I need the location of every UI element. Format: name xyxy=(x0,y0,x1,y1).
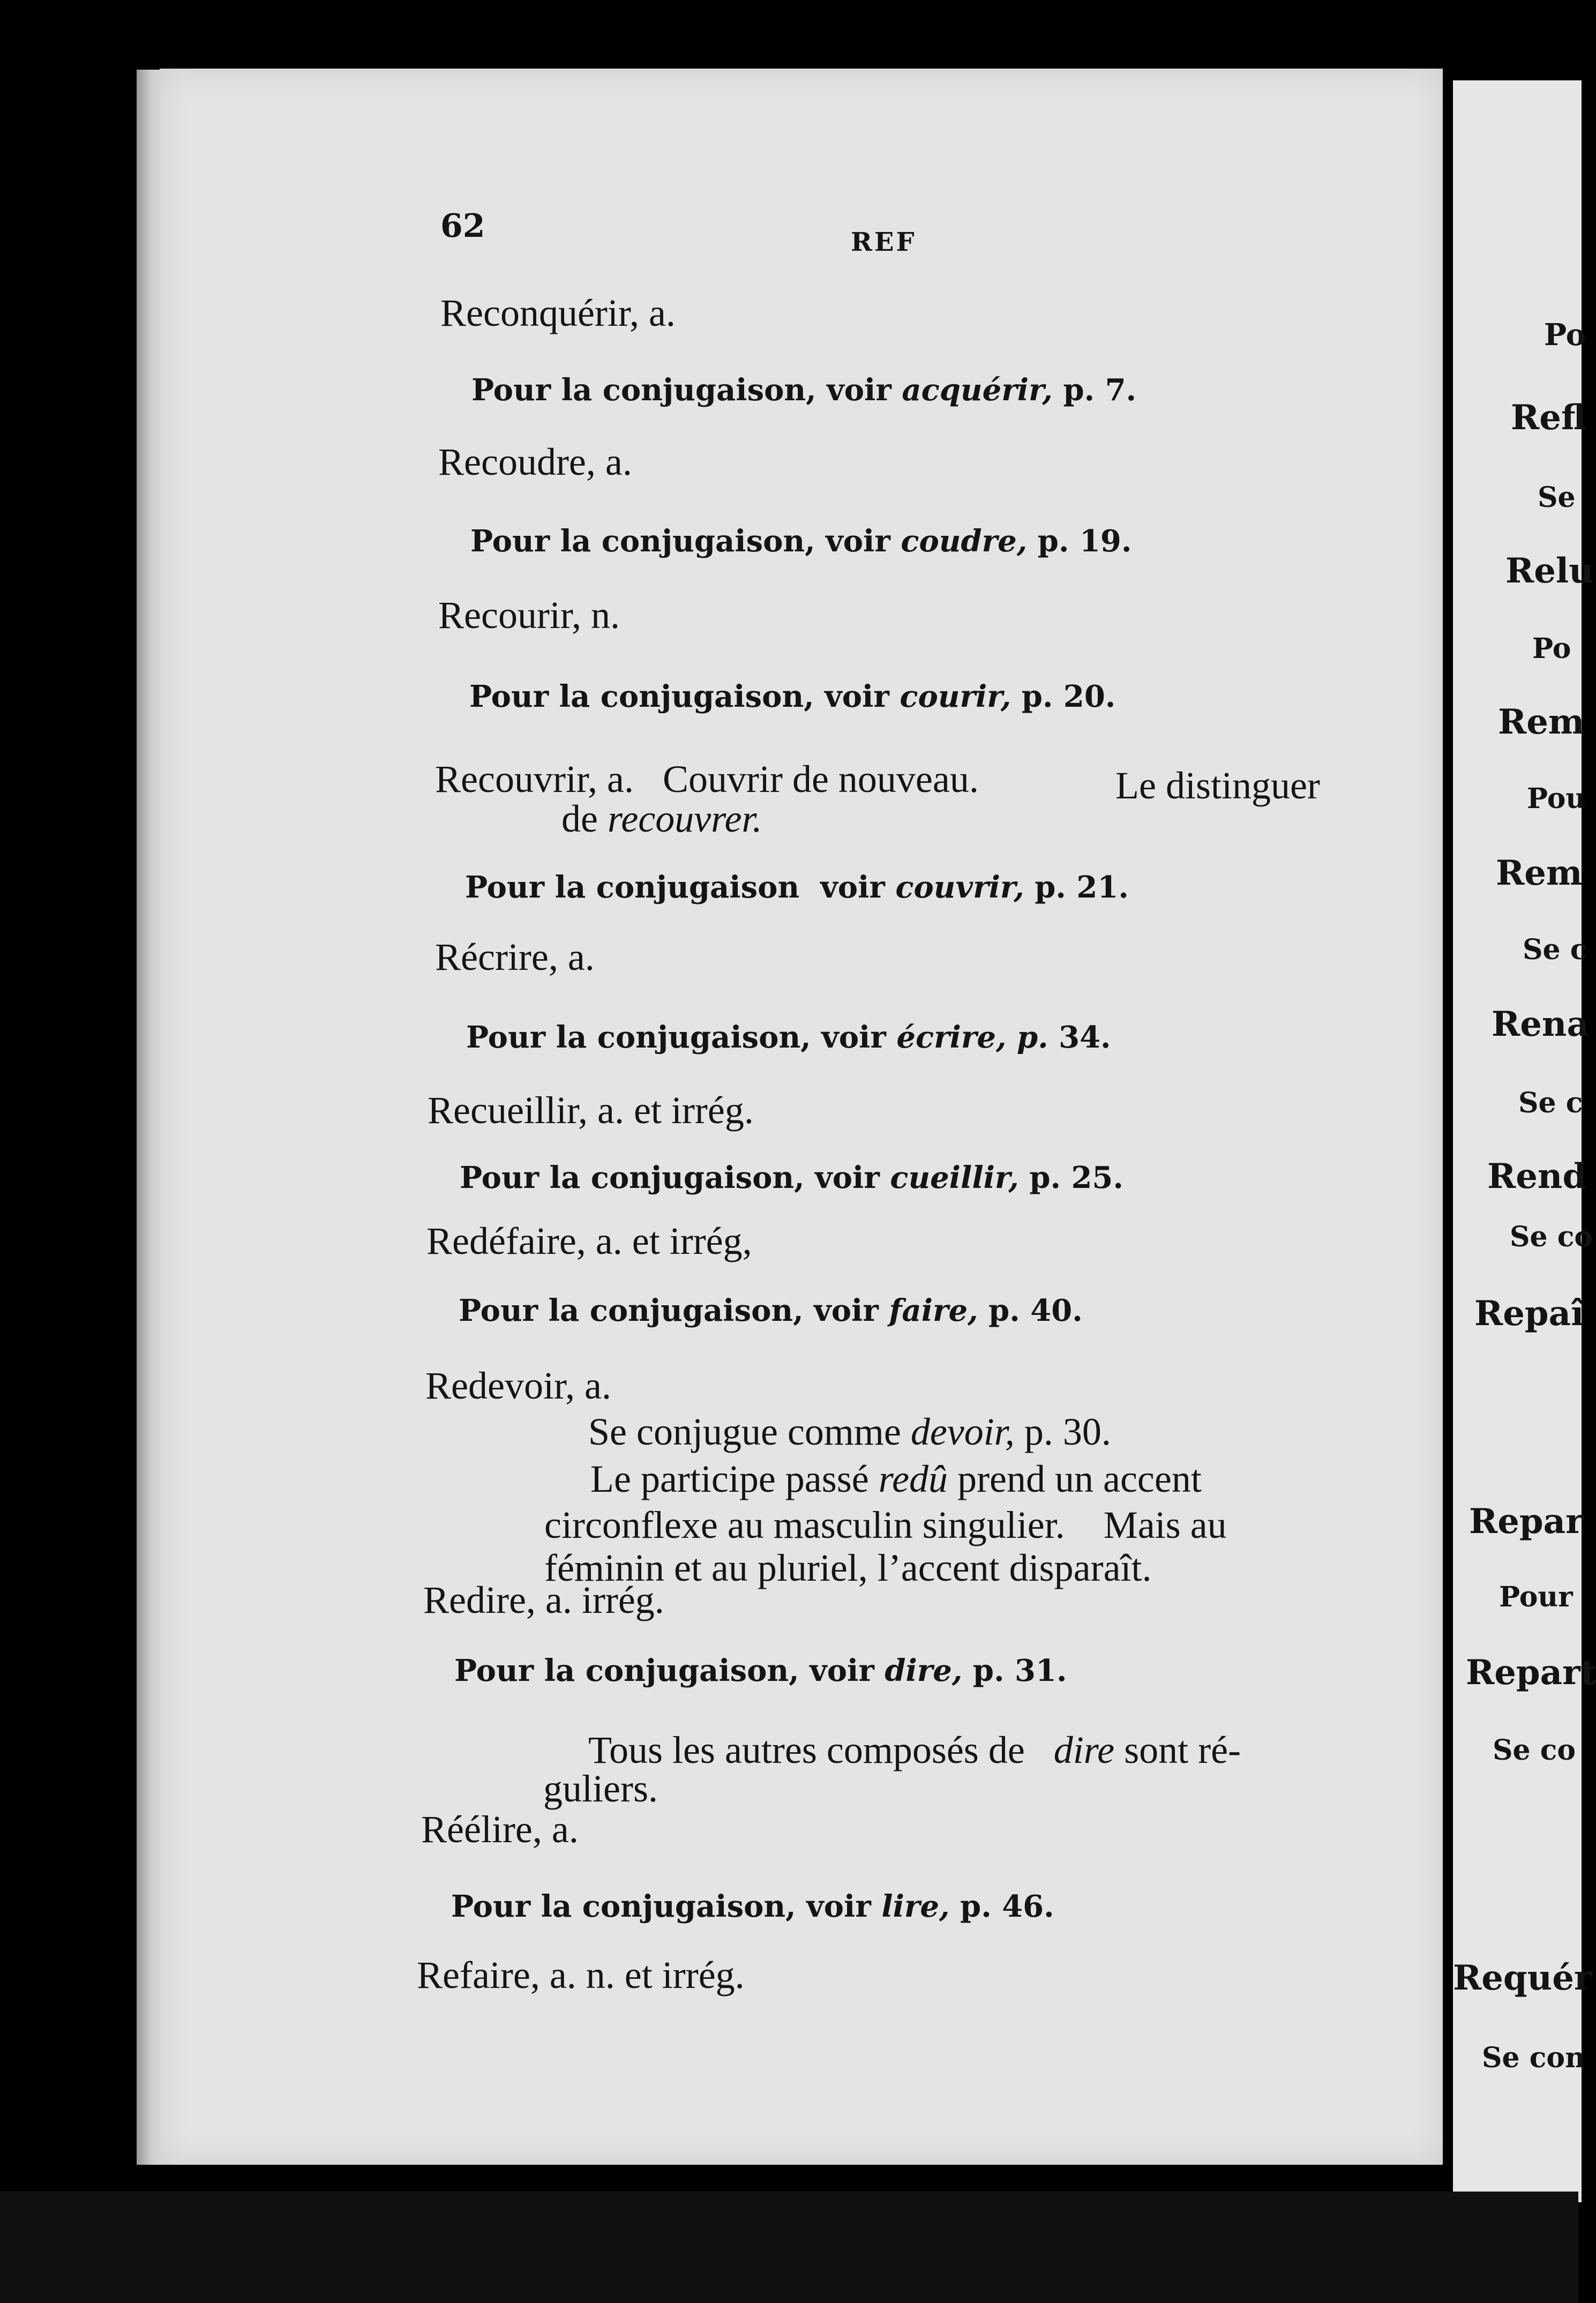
entry-definition: de recouvrer. xyxy=(561,797,762,840)
entry-headword: Redéfaire, a. et irrég, xyxy=(426,1220,752,1262)
entry-note: Pour la conjugaison, voir courir, p. 20. xyxy=(469,679,1116,714)
entry-note: Pour la conjugaison, voir lire, p. 46. xyxy=(451,1889,1054,1924)
entry-headword: Récrire, a. xyxy=(435,936,595,978)
entry-headword: Reconquérir, a. xyxy=(440,291,676,334)
entry-text: Tous les autres composés de dire sont ré- xyxy=(588,1729,1241,1771)
adjacent-fragment: Se c xyxy=(1518,1087,1583,1119)
adjacent-fragment: Repart xyxy=(1466,1653,1596,1693)
adjacent-page xyxy=(1453,80,1596,2202)
entry-note: Pour la conjugaison, voir faire, p. 40. xyxy=(459,1293,1083,1328)
entry-text: guliers. xyxy=(543,1767,658,1810)
entry-text: Le participe passé redû prend un accent xyxy=(590,1457,1202,1500)
adjacent-fragment: Po xyxy=(1532,632,1571,665)
adjacent-fragment: Po xyxy=(1544,317,1586,353)
adjacent-fragment: Repaî xyxy=(1474,1293,1584,1334)
adjacent-fragment: Pour xyxy=(1499,1581,1573,1613)
adjacent-fragment: Pou xyxy=(1527,782,1586,815)
entry-headword: Redire, a. irrég. xyxy=(423,1579,664,1621)
entry-text: circonflexe au masculin singulier. Mais au xyxy=(544,1504,1227,1546)
entry-headword: Redevoir, a. xyxy=(425,1364,611,1407)
entry-note: Pour la conjugaison voir couvrir, p. 21. xyxy=(465,870,1129,905)
adjacent-fragment: Requér xyxy=(1453,1958,1592,1998)
entry-text: Se conjugue comme devoir, p. 30. xyxy=(588,1410,1111,1453)
adjacent-fragment: Se con xyxy=(1482,2042,1585,2074)
adjacent-fragment: Relu xyxy=(1505,551,1594,591)
entry-note: Pour la conjugaison, voir cueillir, p. 25. xyxy=(460,1160,1123,1195)
adjacent-fragment: Rem xyxy=(1498,702,1585,742)
adjacent-fragment: Rena xyxy=(1492,1004,1589,1044)
page-number: 62 xyxy=(440,207,485,245)
entry-headword: Recoudre, a. xyxy=(438,440,632,483)
adjacent-fragment: Se c xyxy=(1523,933,1587,966)
adjacent-fragment: Rend xyxy=(1487,1156,1587,1197)
entry-note: Pour la conjugaison, voir coudre, p. 19. xyxy=(470,524,1132,559)
entry-headword: Réélire, a. xyxy=(421,1808,579,1851)
film-edge xyxy=(0,2192,1578,2303)
adjacent-fragment: Refl xyxy=(1511,398,1586,438)
entry-headword: Recueillir, a. et irrég. xyxy=(428,1089,754,1132)
adjacent-fragment: Se xyxy=(1538,481,1576,514)
adjacent-fragment: Rem xyxy=(1496,853,1583,893)
entry-definition: Le distinguer xyxy=(1115,764,1320,807)
entry-text: féminin et au pluriel, l’accent disparaît. xyxy=(544,1546,1152,1589)
adjacent-fragment: Repar xyxy=(1469,1501,1584,1542)
entry-headword: Recouvrir, a. Couvrir de nouveau. xyxy=(435,758,979,801)
entry-note: Pour la conjugaison, voir acquérir, p. 7. xyxy=(471,372,1137,408)
running-head: REF xyxy=(851,227,917,257)
adjacent-fragment: Se co xyxy=(1493,1734,1576,1767)
entry-headword: Refaire, a. n. et irrég. xyxy=(417,1954,745,1997)
adjacent-fragment: Se co xyxy=(1510,1221,1593,1253)
entry-headword: Recourir, n. xyxy=(438,594,620,637)
entry-note: Pour la conjugaison, voir écrire, p. 34. xyxy=(466,1020,1111,1055)
entry-note: Pour la conjugaison, voir dire, p. 31. xyxy=(454,1653,1067,1688)
